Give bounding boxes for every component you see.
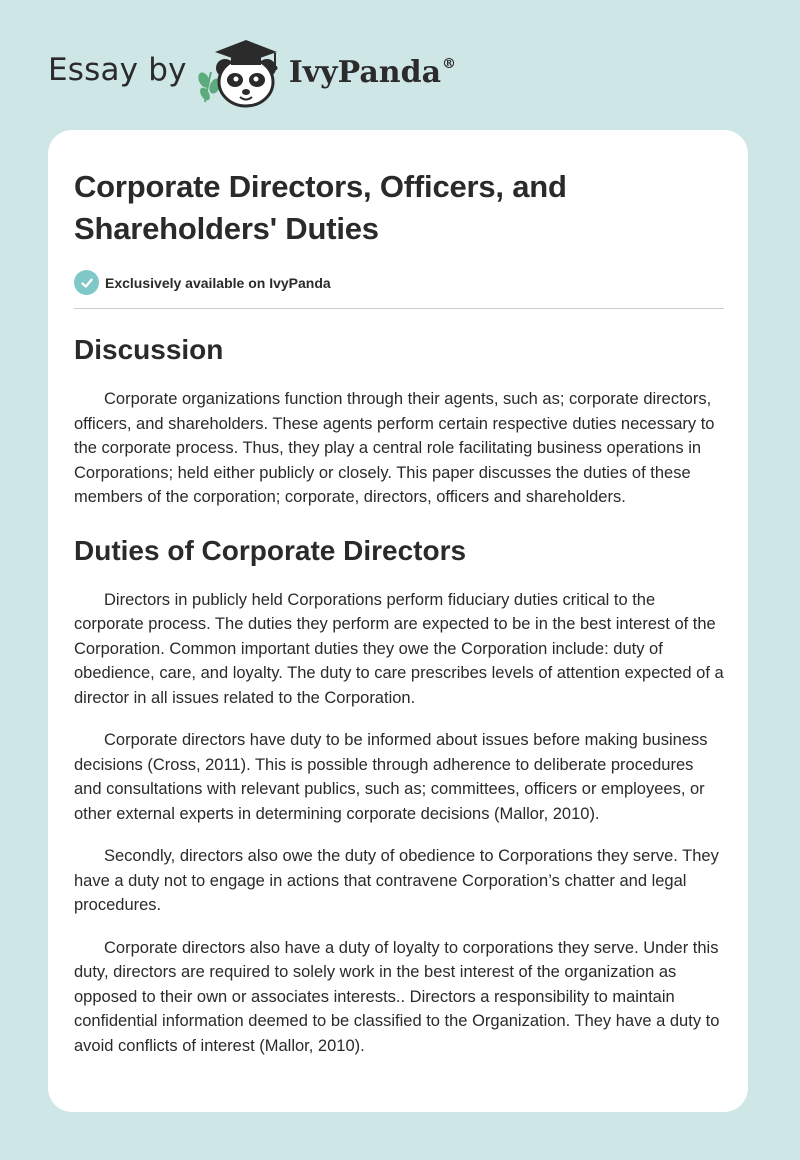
- section-heading-duties-directors: Duties of Corporate Directors: [74, 534, 467, 566]
- page-title: Corporate Directors, Officers, and Shareholders' Duties: [74, 169, 567, 246]
- paragraph: Directors in publicly held Corporations perform fiduciary duties critical to the corporate process. The duties they perform are expected to be in the best interest of the Corporation. Common important duties they owe the Corporation include: duty of obedience, care, and loyalty. The duty to care prescribes levels of attention expected of a director in all issues related to the Corporation.: [74, 590, 724, 707]
- site-header: [48, 30, 456, 110]
- paragraph: Corporate directors have duty to be informed about issues before making business decisions (Cross, 2011). This is possible through adherence to deliberate procedures and consultations with relevant publics, such as; committees, officers or employees, or other external experts in determining corporate decisions (Mallor, 2010).: [74, 731, 708, 823]
- essay-card: [48, 130, 748, 1112]
- paragraph: Corporate directors also have a duty of loyalty to corporations they serve. Under this duty, directors are required to solely work in the best interest of the organization as opposed to their own or associates interests.. Directors a responsibility to maintain confidential information deemed to be classified to the Organization. They have a duty to avoid conflicts of interest (Mallor, 2010).: [74, 938, 720, 1055]
- check-circle-icon: [74, 270, 99, 295]
- brand-text: IvyPanda: [288, 54, 442, 90]
- exclusive-label: Exclusively available on IvyPanda: [105, 274, 331, 291]
- paragraph: Corporate organizations function through their agents, such as; corporate directors, officers, and shareholders. These agents perform certain respective duties necessary to the corporate process. Thus, they play a central role facilitating business operations in Corporations; held either publicly or closely. This paper discusses the duties of these members of the corporation; corporate, directors, officers and shareholders.: [74, 390, 715, 506]
- divider: [74, 308, 724, 309]
- section-heading-discussion: Discussion: [74, 334, 224, 365]
- paragraph: Secondly, directors also owe the duty of obedience to Corporations they serve. They have a duty not to engage in actions that contravene Corporation’s chatter and legal procedures.: [74, 847, 719, 914]
- exclusive-badge: [74, 270, 724, 295]
- brand-name[interactable]: [289, 55, 456, 90]
- registered-mark: ®: [442, 55, 457, 72]
- panda-logo-icon: [195, 30, 287, 110]
- essay-by-label: Essay by: [48, 52, 187, 88]
- essay-content: [74, 166, 724, 1058]
